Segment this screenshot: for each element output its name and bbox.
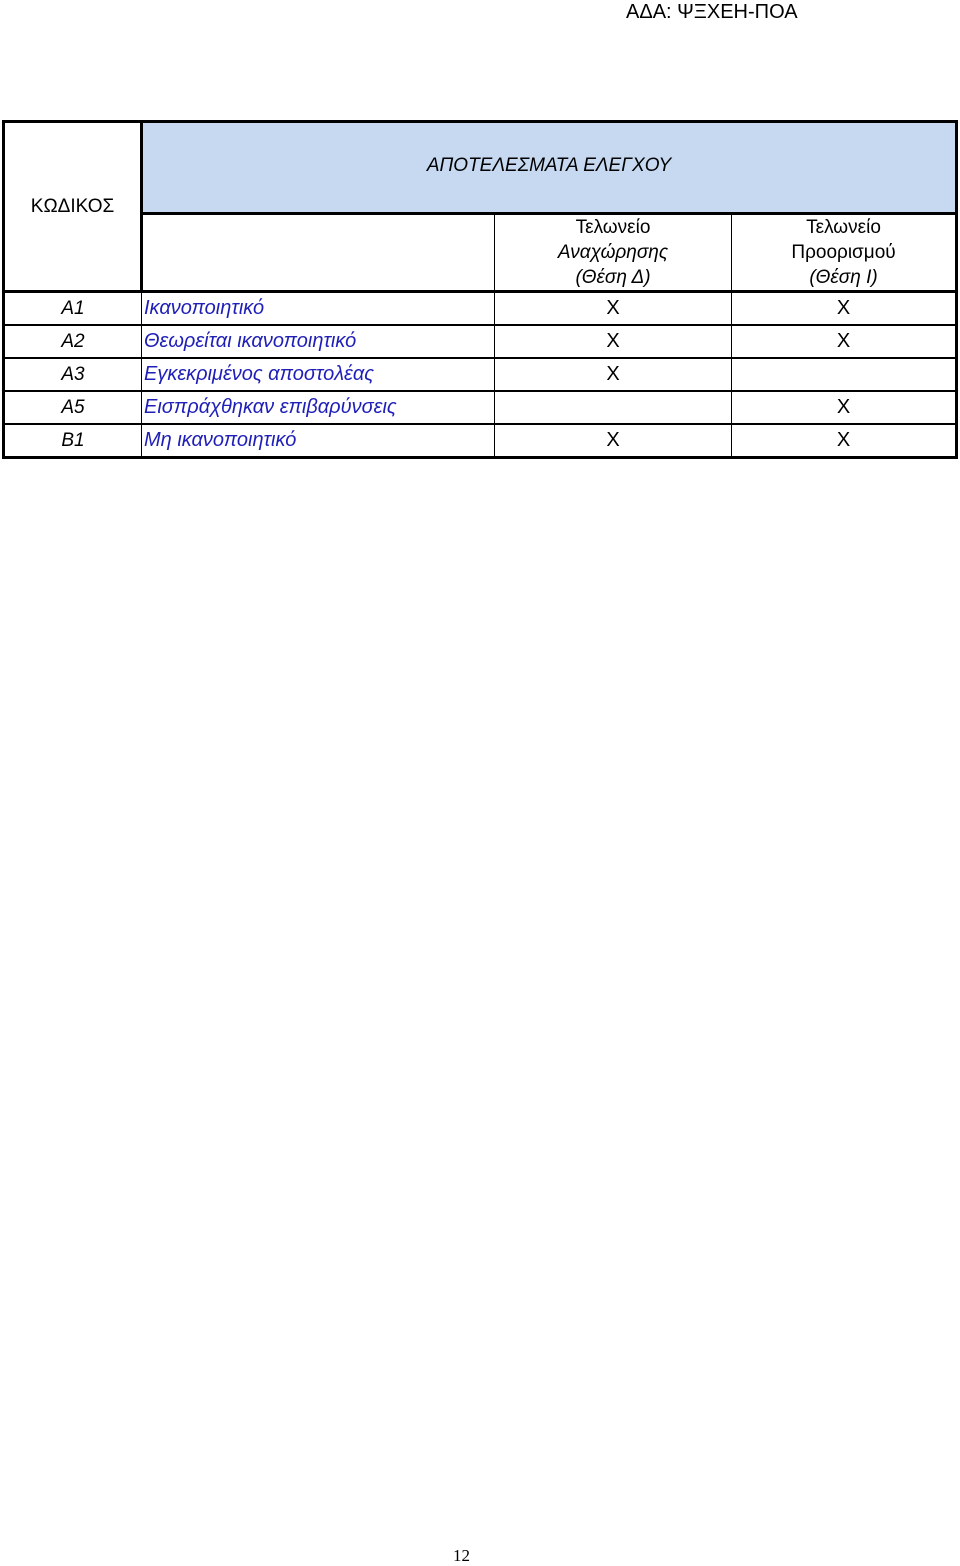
departure-office-header — [495, 214, 732, 292]
row-description: Μη ικανοποιητικό — [142, 424, 495, 458]
row-code: Β1 — [4, 424, 142, 458]
row-destination-mark: Χ — [732, 424, 957, 458]
table-header-row — [4, 122, 957, 214]
row-destination-mark: Χ — [732, 391, 957, 424]
row-departure-mark: Χ — [495, 424, 732, 458]
results-title: ΑΠΟΤΕΛΕΣΜΑΤΑ ΕΛΕΓΧΟΥ — [426, 154, 672, 176]
code-column-header: ΚΩΔΙΚΟΣ — [4, 122, 142, 292]
row-description: Εγκεκριμένος αποστολέας — [142, 358, 495, 391]
table-subheader-row — [4, 214, 957, 292]
row-code: Α1 — [4, 292, 142, 326]
table-row — [4, 391, 957, 424]
destination-office-line1: Τελωνείο — [806, 217, 881, 238]
table-row — [4, 424, 957, 458]
departure-office-line1: Τελωνείο — [575, 217, 651, 238]
table-row — [4, 292, 957, 326]
results-header — [142, 122, 957, 214]
destination-office-line3: (Θέση Ι) — [809, 267, 878, 288]
row-description: Εισπράχθηκαν επιβαρύνσεις — [142, 391, 495, 424]
row-departure-mark: Χ — [495, 292, 732, 326]
departure-office-line3: (Θέση Δ) — [575, 267, 651, 288]
page-number: 12 — [453, 1546, 470, 1565]
description-column-header — [142, 214, 495, 292]
row-code: Α2 — [4, 325, 142, 358]
row-departure-mark: Χ — [495, 325, 732, 358]
row-destination-mark: Χ — [732, 292, 957, 326]
table-row — [4, 325, 957, 358]
row-destination-mark — [732, 358, 957, 391]
row-code: Α3 — [4, 358, 142, 391]
row-description: Ικανοποιητικό — [142, 292, 495, 326]
row-departure-mark — [495, 391, 732, 424]
row-description: Θεωρείται ικανοποιητικό — [142, 325, 495, 358]
destination-office-header — [732, 214, 957, 292]
row-code: Α5 — [4, 391, 142, 424]
ada-code: ΑΔΑ: ΨΞΧΕΗ-ΠΟΑ — [626, 1, 798, 23]
table-row — [4, 358, 957, 391]
control-results-table — [2, 120, 958, 459]
row-destination-mark: Χ — [732, 325, 957, 358]
departure-office-line2: Αναχώρησης — [557, 242, 669, 263]
destination-office-line2: Προορισμού — [791, 242, 896, 263]
row-departure-mark: Χ — [495, 358, 732, 391]
